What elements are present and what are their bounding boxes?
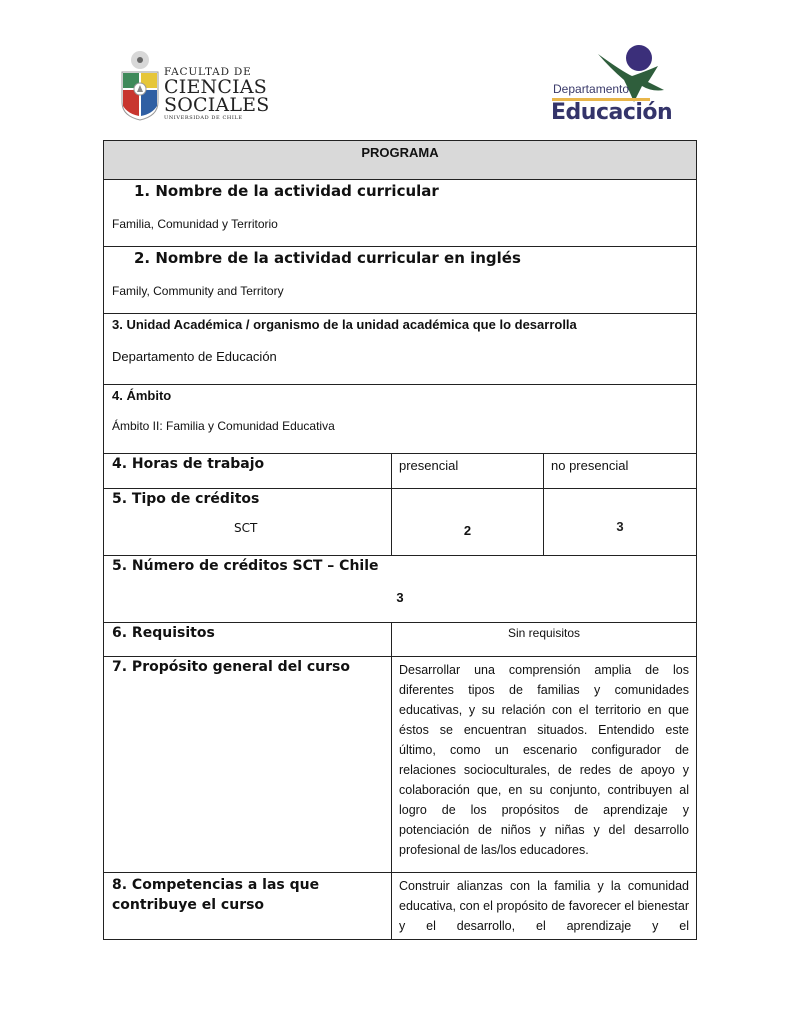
academic-unit-heading: 3. Unidad Académica / organismo de la unidad académica que lo desarrolla	[112, 317, 577, 332]
section-academic-unit	[104, 314, 697, 385]
section-requirements	[104, 623, 697, 657]
work-hours-no-presencial-label: no presencial	[551, 458, 629, 473]
section-work-hours	[104, 454, 697, 489]
scope-heading: 4. Ámbito	[112, 388, 172, 403]
program-header-row	[104, 141, 697, 180]
activity-name-english-value: Family, Community and Territory	[112, 284, 284, 298]
section-credit-number	[104, 556, 697, 623]
university-name: UNIVERSIDAD DE CHILE	[164, 115, 243, 121]
department-label: Departamento	[553, 82, 630, 96]
credit-number-heading: 5. Número de créditos SCT – Chile	[112, 558, 379, 574]
department-logo	[548, 42, 673, 125]
activity-name-english-heading: 2. Nombre de la actividad curricular en inglés	[134, 249, 521, 267]
section-activity-name-english	[104, 247, 697, 314]
program-table	[103, 140, 697, 940]
credit-type-value: SCT	[234, 521, 258, 535]
credits-no-presencial-value: 3	[616, 519, 624, 534]
section-credit-type	[104, 489, 697, 556]
section-competencies	[104, 873, 697, 940]
faculty-logo	[118, 50, 270, 122]
activity-name-heading: 1. Nombre de la actividad curricular	[134, 182, 439, 200]
credits-presencial-value: 2	[463, 523, 472, 538]
requirements-heading: 6. Requisitos	[112, 625, 215, 641]
credit-number-value: 3	[396, 590, 404, 605]
work-hours-presencial-label: presencial	[399, 458, 459, 473]
faculty-name-line2: CIENCIAS	[164, 76, 267, 98]
scope-value: Ámbito II: Familia y Comunidad Educativa	[112, 419, 335, 433]
university-shield-icon	[118, 50, 162, 122]
section-scope	[104, 385, 697, 454]
purpose-value: Desarrollar una comprensión amplia de los diferentes tipos de familias y comunidades educativas, y su relación con el territorio en que éstos se encuentran situados. Entendido este último, como un escenario configurador de relaciones socioculturales, de redes de apoyo y colaboración que, en su conjunto, contribuyen al logro de los propósitos de aprendizaje y potenciación de niños y niñas y del desarrollo profesional de las/los educadores.	[392, 657, 697, 873]
academic-unit-value: Departamento de Educación	[112, 349, 277, 364]
requirements-value: Sin requisitos	[507, 626, 581, 640]
section-purpose	[104, 657, 697, 873]
faculty-name-line3: SOCIALES	[164, 94, 270, 116]
activity-name-value: Familia, Comunidad y Territorio	[112, 217, 278, 231]
faculty-name-line1: FACULTAD DE	[164, 66, 252, 78]
credit-type-heading: 5. Tipo de créditos	[112, 491, 260, 507]
program-title: PROGRAMA	[104, 141, 697, 180]
competencies-value: Construir alianzas con la familia y la comunidad educativa, con el propósito de favorecer el bienestar y el desarrollo, el aprendizaje y el	[392, 873, 697, 940]
purpose-heading: 7. Propósito general del curso	[112, 659, 350, 675]
work-hours-heading: 4. Horas de trabajo	[112, 456, 265, 472]
section-activity-name	[104, 180, 697, 247]
education-label: Educación	[551, 100, 673, 125]
competencies-heading: 8. Competencias a las que contribuye el curso	[112, 877, 320, 913]
